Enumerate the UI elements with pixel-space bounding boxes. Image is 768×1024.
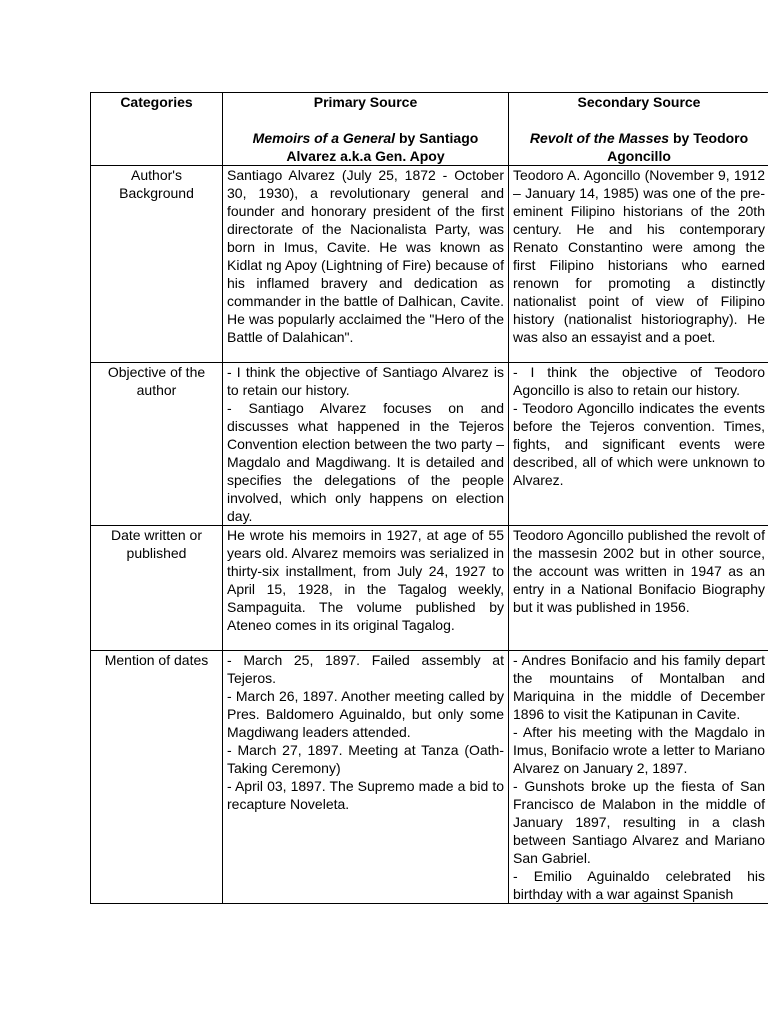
header-categories-label: Categories <box>120 94 193 110</box>
primary-cell <box>223 166 509 363</box>
primary-cell <box>223 651 509 904</box>
cell-paragraph: - March 25, 1897. Failed assembly at Tejeros. <box>227 652 504 686</box>
cell-paragraph: - I think the objective of Teodoro Agoncillo is also to retain our history. <box>513 364 765 398</box>
table-row <box>91 651 768 904</box>
header-row <box>91 93 768 166</box>
table-row <box>91 166 768 363</box>
primary-cell <box>223 363 509 526</box>
table-row <box>91 363 768 526</box>
category-cell: Objective of the author <box>91 363 223 526</box>
primary-source-title: Memoirs of a General <box>252 130 396 146</box>
category-cell: Mention of dates <box>91 651 223 904</box>
cell-paragraph: Teodoro Agoncillo published the revolt of the massesin 2002 but in other source, the account was written in 1947 as an entry in a National Bonifacio Biography but it was published in 1956. <box>513 527 765 615</box>
category-cell: Date written or published <box>91 526 223 651</box>
cell-paragraph: - After his meeting with the Magdalo in Imus, Bonifacio wrote a letter to Mariano Alvarez on January 2, 1897. <box>513 724 765 776</box>
secondary-source-title: Revolt of the Masses <box>529 130 670 146</box>
secondary-source-label: Secondary Source <box>577 94 701 110</box>
cell-paragraph: He wrote his memoirs in 1927, at age of 55 years old. Alvarez memoirs was serialized in thirty-six installment, from July 24, 1927 to April 15, 1928, in the Tagalog weekly, Sampaguita. The volume published by Ateneo comes in its original Tagalog. <box>227 527 504 633</box>
secondary-cell <box>509 166 768 363</box>
cell-paragraph: - Gunshots broke up the fiesta of San Francisco de Malabon in the middle of January 1897, resulting in a clash between Santiago Alvarez and Mariano San Gabriel. <box>513 778 765 866</box>
cell-paragraph: Santiago Alvarez (July 25, 1872 - October 30, 1930), a revolutionary general and founder and honorary president of the first directorate of the Nacionalista Party, was born in Imus, Cavite. He was known as Kidlat ng Apoy (Lightning of Fire) because of his inflamed bravery and dedication as commander in the battle of Dalhican, Cavite. He was popularly acclaimed the "Hero of the Battle of Dalahican". <box>227 167 504 345</box>
cell-paragraph: - March 26, 1897. Another meeting called by Pres. Baldomero Aguinaldo, but only some Magdiwang leaders attended. <box>227 688 504 740</box>
header-secondary <box>509 93 768 166</box>
secondary-source-author: by Teodoro Agoncillo <box>607 130 749 164</box>
primary-source-title-line <box>227 129 504 165</box>
header-primary <box>223 93 509 166</box>
cell-paragraph: - Santiago Alvarez focuses on and discusses what happened in the Tejeros Convention election between the two party – Magdalo and Magdiwang. It is detailed and specifies the delegations of the people involved, which only happens on election day. <box>227 400 504 524</box>
secondary-cell <box>509 651 768 904</box>
primary-source-label: Primary Source <box>313 94 418 110</box>
header-categories <box>91 93 223 166</box>
cell-paragraph: - Emilio Aguinaldo celebrated his birthday with a war against Spanish <box>513 868 765 902</box>
cell-paragraph: - March 27, 1897. Meeting at Tanza (Oath-Taking Ceremony) <box>227 742 504 776</box>
comparison-table <box>90 92 768 904</box>
secondary-cell <box>509 363 768 526</box>
cell-paragraph: - Andres Bonifacio and his family depart the mountains of Montalban and Mariquina in the middle of December 1896 to visit the Katipunan in Cavite. <box>513 652 765 722</box>
primary-cell <box>223 526 509 651</box>
secondary-source-title-line <box>513 129 765 165</box>
primary-source-author: by Santiago Alvarez a.k.a Gen. Apoy <box>286 130 479 164</box>
secondary-cell <box>509 526 768 651</box>
cell-paragraph: Teodoro A. Agoncillo (November 9, 1912 – January 14, 1985) was one of the pre-eminent Filipino historians of the 20th century. He and his contemporary Renato Constantino were among the first Filipino historians who earned renown for promoting a distinctly nationalist point of view of Filipino history (nationalist historiography). He was also an essayist and a poet. <box>513 167 765 345</box>
cell-paragraph: - April 03, 1897. The Supremo made a bid to recapture Noveleta. <box>227 778 504 812</box>
cell-paragraph: - Teodoro Agoncillo indicates the events before the Tejeros convention. Times, fights, and significant events were described, all of which were unknown to Alvarez. <box>513 400 765 488</box>
cell-paragraph: - I think the objective of Santiago Alvarez is to retain our history. <box>227 364 504 398</box>
category-cell: Author's Background <box>91 166 223 363</box>
table-row <box>91 526 768 651</box>
